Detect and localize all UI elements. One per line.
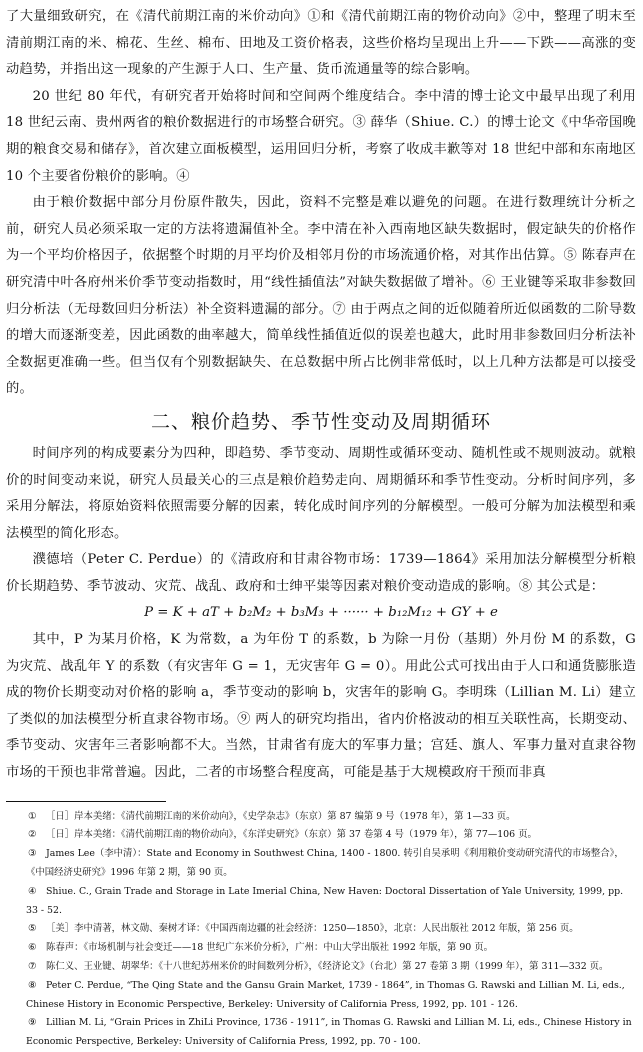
footnote-number: ⑥ <box>28 942 37 954</box>
footnote-text: Shiue. C., Grain Trade and Storage in Late Imerial China, New Haven: Doctoral Dissertation of Yale University, 1999, pp. 33 - 52. <box>26 885 624 916</box>
footnote-number: ⑦ <box>28 961 37 972</box>
footnote-number: ⑤ <box>28 923 37 935</box>
footnote-text: James Lee（李中清）：State and Economy in Southwest China, 1400 - 1800. 转引自吴承明《利用粮价变动研究清代的市场整合》，《中国经济史研究》1996 年第 2 期，第 90 页。 <box>26 848 624 879</box>
footnote-text: Lillian M. Li, “Grain Prices in ZhiLi Province, 1736 - 1911”, in Thomas G. Rawski and Lillian M. Li, eds., Chinese History in Economic Perspective, Berkeley: University of California Press, 1992, pp. 70 - 100. <box>26 1017 632 1048</box>
paragraph-2: 20 世纪 80 年代，有研究者开始将时间和空间两个维度结合。李中清的博士论文中最早出现了利用 18 世纪云南、贵州两省的粮价数据进行的市场整合研究。③ 薛华（Shiue. C.）的博士论文《中华帝国晚期的粮食交易和储存》，首次建立面板模型，运用回归分析，考察了收成丰歉等对 18 世纪中部和东南地区 10 个主要省份粮价的影响。④ <box>6 88 636 184</box>
footnote-2 <box>6 826 636 845</box>
footnote-text: 陈春声：《市场机制与社会变迁——18 世纪广东米价分析》，广州：中山大学出版社 1992 年版，第 90 页。 <box>46 942 493 954</box>
footnote-3 <box>6 845 636 883</box>
footnote-number: ② <box>28 829 37 841</box>
footnote-5 <box>6 920 636 939</box>
footnote-7 <box>6 958 636 977</box>
footnote-1 <box>6 808 636 827</box>
footnote-number: ③ <box>28 848 37 860</box>
footnote-divider <box>6 801 166 802</box>
footnote-number: ⑧ <box>28 979 37 991</box>
footnote-text: Peter C. Perdue, “The Qing State and the Gansu Grain Market, 1739 - 1864”, in Thomas G. Rawski and Lillian M. Li, eds., Chinese History in Economic Perspective, Berkeley: University of California Press, 1992, pp. 101 - 126. <box>26 979 625 1010</box>
footnote-number: ⑨ <box>28 1017 37 1029</box>
paragraph-4: 时间序列的构成要素分为四种，即趋势、季节变动、周期性或循环变动、随机性或不规则波动。就粮价的时间变动来说，研究人员最关心的三点是粮价趋势走向、周期循环和季节性变动。分析时间序列，多采用分解法，将原始资料依照需要分解的因素，转化成时间序列的分解模型。一般可分解为加法模型和乘法模型的简化形态。 <box>6 445 636 541</box>
footnote-text: ［日］岸本美绪：《清代前期江南的物价动向》，《东洋史研究》（东京）第 37 卷第 4 号（1979 年），第 77—106 页。 <box>46 829 537 841</box>
footnote-number: ④ <box>28 885 37 897</box>
paragraph-6: 其中，P 为某月价格，K 为常数，a 为年份 T 的系数，b 为除一月份（基期）外月份 M 的系数，G 为灾荒、战乱年 Y 的系数（有灾害年 G = 1，无灾害年 G = 0）。用此公式可找出由于人口和通货膨胀造成的物价长期变动对价格的影响 a，季节变动的影响 b，灾害年的影响 G。李明珠（Lillian M. Li）建立了类似的加法模型分析直隶谷物市场。⑨ 两人的研究均指出，省内价格波动的相互关联性高，长期变动、季节变动、灾害年三者影响都不大。当然，甘肃省有庞大的军事力量；宫廷、旗人、军事力量对直隶谷物市场的干预也非常普遍。因此，二者的市场整合程度高，可能是基于大规模政府干预而非真 <box>6 632 636 781</box>
footnote-6 <box>6 939 636 958</box>
footnote-8 <box>6 977 636 1015</box>
footnote-4 <box>6 883 636 921</box>
formula: P = K + aT + b₂M₂ + b₃M₃ + ······ + b₁₂M₁₂ + GY + e <box>144 605 498 621</box>
paragraph-3: 由于粮价数据中部分月份原件散失，因此，资料不完整是难以避免的问题。在进行数理统计分析之前，研究人员必须采取一定的方法将遗漏值补全。李中清在补入西南地区缺失数据时，假定缺失的价格作为一个平均价格因子，依据整个时期的月平均价及相邻月份的市场流通价格，对其作出估算。⑤ 陈春声在研究清中叶各府州米价季节变动指数时，用“线性插值法”对缺失数据做了增补。⑥ 王业键等采取非参数回归分析法（无母数回归分析法）补全资料遗漏的部分。⑦ 由于两点之间的近似随着所近似函数的二阶导数的增大而逐渐变差，因此函数的曲率越大，简单线性插值近似的误差也越大，此时用非参数回归分析法补全数据更准确一些。但当仅有个别数据缺失、在总数据中所占比例非常低时，以上几种方法都是可以接受的。 <box>6 195 636 397</box>
page <box>6 4 636 1052</box>
footnote-text: 陈仁义、王业键、胡翠华：《十八世纪苏州米价的时间数列分析》，《经济论文》（台北）第 27 卷第 3 期（1999 年），第 311—332 页。 <box>46 961 609 972</box>
footnotes <box>6 808 636 1052</box>
footnote-text: ［日］岸本美绪：《清代前期江南的米价动向》，《史学杂志》（东京）第 87 编第 9 号（1978 年），第 1—33 页。 <box>46 810 516 822</box>
footnote-9 <box>6 1014 636 1052</box>
paragraph-1: 了大量细致研究，在《清代前期江南的米价动向》①和《清代前期江南的物价动向》②中，整理了明末至清前期江南的米、棉花、生丝、棉布、田地及工资价格表，这些价格均呈现出上升——下跌——高涨的变动趋势，并指出这一现象的产生源于人口、生产量、货币流通量等的综合影响。 <box>6 9 636 78</box>
footnote-text: ［美］李中清著，林文勋、秦树才译：《中国西南边疆的社会经济：1250—1850》，北京：人民出版社 2012 年版，第 256 页。 <box>46 923 579 935</box>
footnote-number: ① <box>28 810 37 822</box>
section-heading: 二、粮价趋势、季节性变动及周期循环 <box>150 410 491 433</box>
paragraph-5: 濮德培（Peter C. Perdue）的《清政府和甘肃谷物市场：1739—1864》采用加法分解模型分析粮价长期趋势、季节波动、灾荒、战乱、政府和士绅平粜等因素对粮价变动造成的影响。⑧ 其公式是： <box>6 552 636 594</box>
